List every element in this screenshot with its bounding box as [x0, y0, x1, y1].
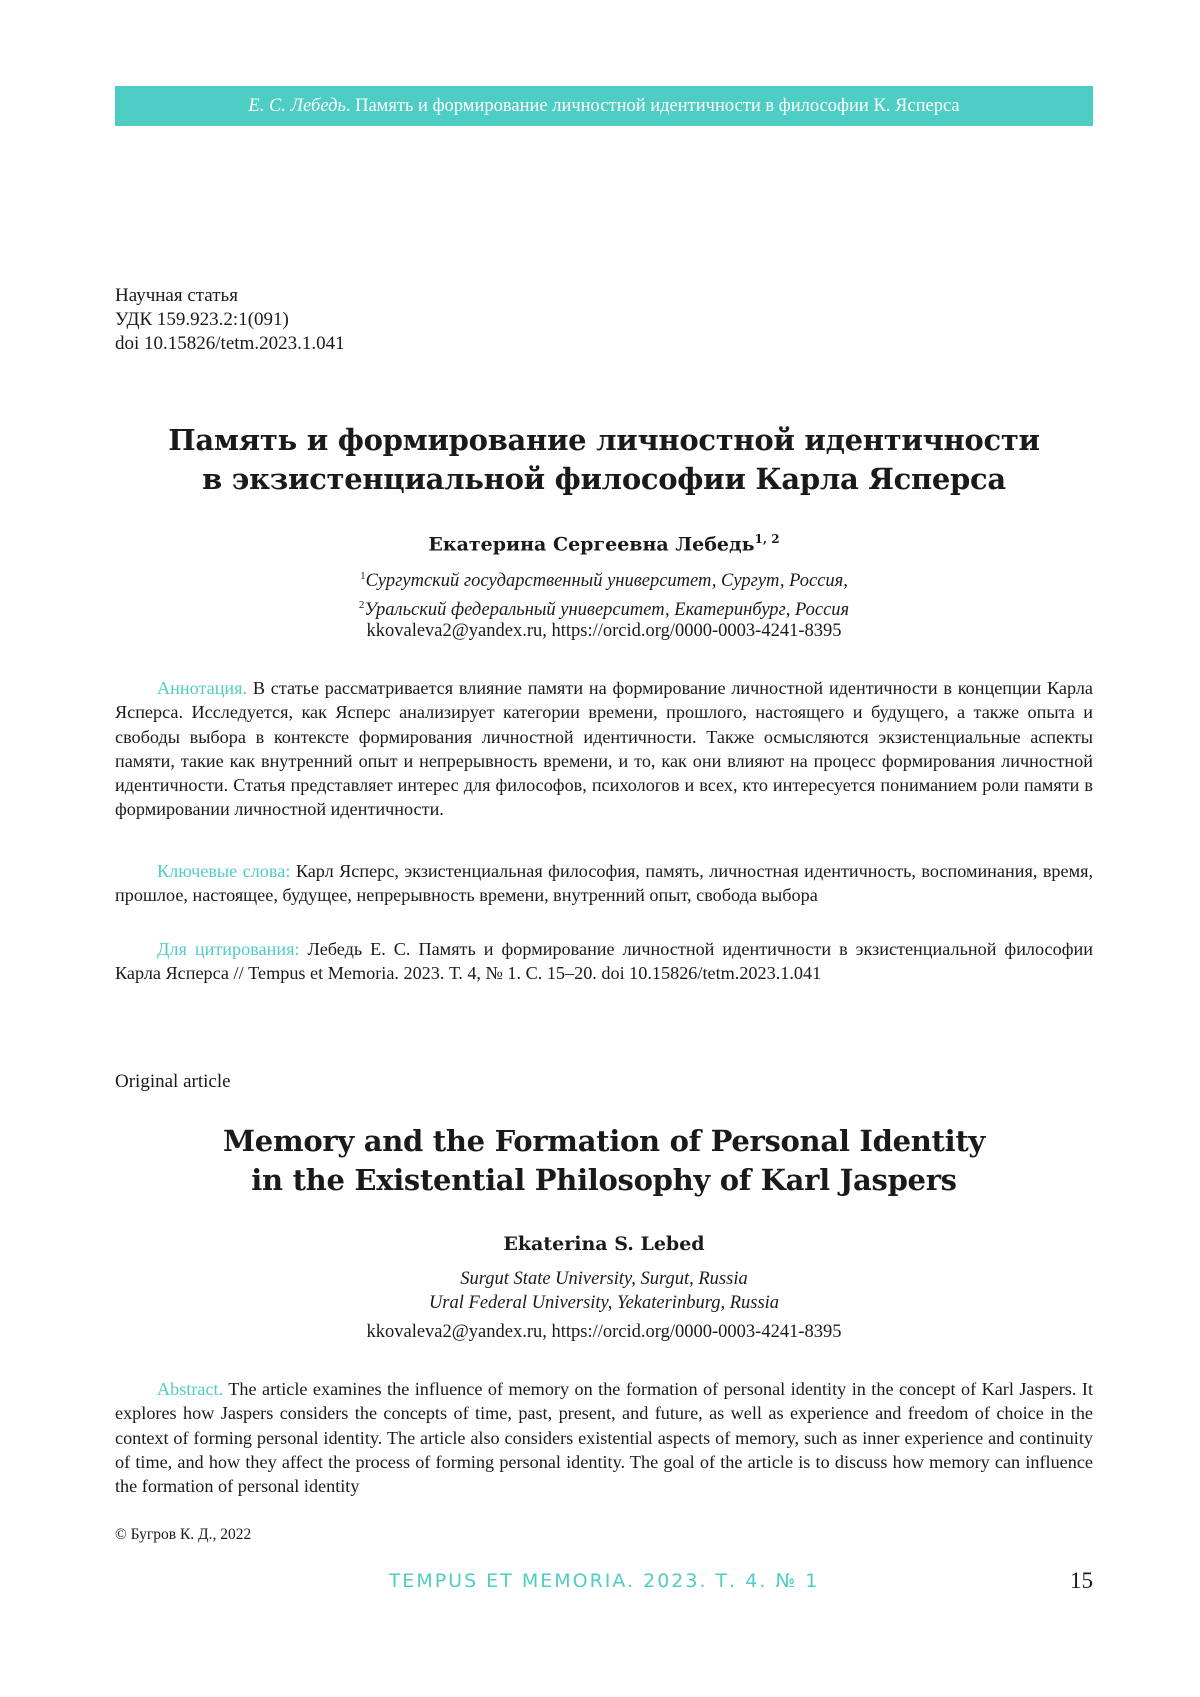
affil-en-2: Ural Federal University, Yekaterinburg, Russia — [115, 1291, 1093, 1315]
affil-ru-2: 2Уральский федеральный университет, Екатеринбург, Россия — [115, 593, 1093, 622]
keywords-ru-text: Карл Ясперс, экзистенциальная философия, память, личностная идентичность, воспоминания, время, прошлое, настоящее, будущее, непрерывность времени, внутренний опыт, свобода выбора — [115, 861, 1093, 905]
article-meta — [115, 284, 345, 356]
running-header — [115, 86, 1093, 126]
copyright: © Бугров К. Д., 2022 — [115, 1526, 251, 1544]
journal-footer: TEMPUS ET MEMORIA. 2023. Т. 4. № 1 — [115, 1570, 1093, 1592]
affil-ru-1-sup: 1 — [360, 570, 366, 582]
udc-code: УДК 159.923.2:1(091) — [115, 308, 345, 332]
author-ru-sup: 1, 2 — [755, 532, 780, 546]
affiliations-ru — [115, 564, 1093, 622]
citation-ru-text: Лебедь Е. С. Память и формирование личностной идентичности в экзистенциальной философии Карла Ясперса // Tempus et Memoria. 2023. Т. 4, № 1. С. 15–20. doi 10.15826/tetm.2023.1.041 — [115, 939, 1093, 983]
author-ru-name: Екатерина Сергеевна Лебедь — [428, 533, 754, 555]
abstract-en — [115, 1377, 1093, 1498]
author-en: Ekaterina S. Lebed — [115, 1233, 1093, 1255]
title-en — [115, 1122, 1093, 1200]
title-ru-line2: в экзистенциальной философии Карла Ясперса — [115, 460, 1093, 499]
abstract-en-text: The article examines the influence of memory on the formation of personal identity in the concept of Karl Jaspers. It explores how Jaspers considers the concepts of time, past, present, and future, as well as experience and freedom of choice in the context of forming personal identity. The article also considers existential aspects of memory, such as inner experience and continuity of time, and how they affect the process of forming personal identity. The goal of the article is to discuss how memory can influence the formation of personal identity — [115, 1379, 1093, 1496]
citation-ru-label: Для цитирования: — [157, 939, 299, 959]
affil-ru-1: 1Сургутский государственный университет, Сургут, Россия, — [115, 564, 1093, 593]
article-type: Научная статья — [115, 284, 345, 308]
abstract-ru-label: Аннотация. — [157, 678, 247, 698]
author-ru — [115, 532, 1093, 555]
keywords-ru — [115, 859, 1093, 908]
contact-ru: kkovaleva2@yandex.ru, https://orcid.org/0000-0003-4241-8395 — [115, 621, 1093, 642]
affil-ru-2-sup: 2 — [359, 599, 365, 611]
title-ru — [115, 421, 1093, 499]
citation-ru — [115, 937, 1093, 986]
affiliations-en — [115, 1267, 1093, 1315]
affil-en-1: Surgut State University, Surgut, Russia — [115, 1267, 1093, 1291]
title-en-line2: in the Existential Philosophy of Karl Jaspers — [115, 1161, 1093, 1200]
title-en-line1: Memory and the Formation of Personal Identity — [115, 1122, 1093, 1161]
abstract-ru-text: В статье рассматривается влияние памяти на формирование личностной идентичности в концепции Карла Ясперса. Исследуется, как Ясперс анализирует категории времени, прошлого, настоящего и будущего, а также опыта и свободы выбора в контексте формирования личностной идентичности. Также осмысляются экзистенциальные аспекты памяти, такие как внутренний опыт и непрерывность времени, и то, как они влияют на процесс формирования личностной идентичности. Статья представляет интерес для философов, психологов и всех, кто интересуется пониманием роли памяти в формировании личностной идентичности. — [115, 678, 1093, 819]
header-title: . Память и формирование личностной идентичности в философии К. Ясперса — [346, 96, 960, 117]
article-type-en: Original article — [115, 1071, 231, 1093]
title-ru-line1: Память и формирование личностной идентичности — [115, 421, 1093, 460]
contact-en: kkovaleva2@yandex.ru, https://orcid.org/0000-0003-4241-8395 — [115, 1322, 1093, 1343]
abstract-en-label: Abstract. — [157, 1379, 223, 1399]
page-number: 15 — [1030, 1568, 1093, 1594]
abstract-ru — [115, 676, 1093, 822]
header-author: Е. С. Лебедь — [248, 96, 345, 117]
keywords-ru-label: Ключевые слова: — [157, 861, 290, 881]
doi: doi 10.15826/tetm.2023.1.041 — [115, 332, 345, 356]
